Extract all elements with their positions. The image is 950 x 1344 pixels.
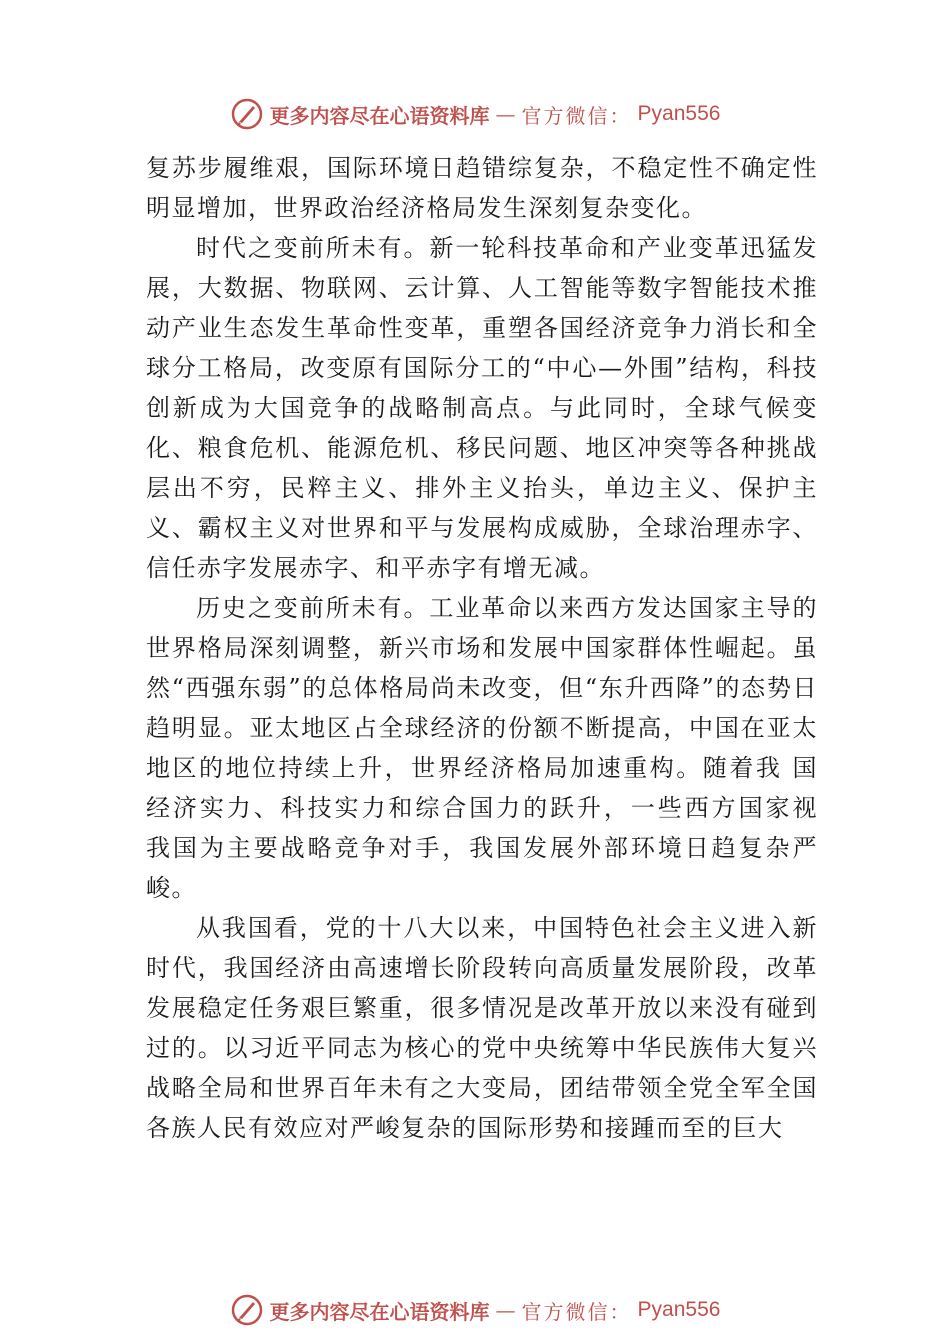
document-body — [146, 148, 818, 1148]
watermark-wechat-id: Pyan556 — [637, 102, 721, 125]
paragraph-history-change: 历史之变前所未有。工业革命以来西方发达国家主导的世界格局深刻调整，新兴市场和发展中国家群体性崛起。虽然“西强东弱”的总体格局尚未改变，但“东升西降”的态势日趋明显。亚太地区占全球经济的份额不断提高，中国在亚太地区的地位持续上升，世界经济格局加速重构。随着我 国经济实力、科技实力和综合国力的跃升，一些西方国家视 我国为主要战略竞争对手，我国发展外部环境日趋复杂严峻。 — [146, 594, 818, 902]
paragraph-era-change: 时代之变前所未有。新一轮科技革命和产业变革迅猛发展，大数据、物联网、云计算、人工智能等数字智能技术推 动产业生态发生革命性变革，重塑各国经济竞争力消长和全球分工格局，改变原有国际分工的“中心—外围”结构，科技创新成为大国竞争的战略制高点。与此同时，全球气候变化、粮食危机、能源危机、移民问题、地区冲突等各种挑战层出不穷，民粹主义、排外主义抬头，单边主义、保护主义、霸权主义对世界和平与发展构成威胁，全球治理赤字、信任赤字发展赤字、和平赤字有增无减。 — [146, 234, 818, 582]
watermark-wechat-id: Pyan556 — [637, 1298, 721, 1321]
watermark-wechat-label: 官方微信： — [521, 1299, 632, 1324]
watermark-wechat-label: 官方微信： — [521, 103, 632, 128]
watermark-dash: — — [495, 102, 516, 126]
paragraph-continuation: 复苏步履维艰，国际环境日趋错综复杂，不稳定性不确定性明显增加，世界政治经济格局发生深刻复杂变化。 — [146, 154, 818, 222]
header-watermark — [0, 94, 950, 134]
paragraph-domestic-view: 从我国看，党的十八大以来，中国特色社会主义进入新时代，我国经济由高速增长阶段转向高质量发展阶段，改革发展稳定任务艰巨繁重，很多情况是改革开放以来没有碰到过的。以习近平同志为核心的党中央统筹中华民族伟大复兴战略全局和世界百年未有之大变局，团结带领全党全军全国各族人民有效应对严峻复杂的国际形势和接踵而至的巨大 — [146, 914, 818, 1142]
quill-pen-icon — [230, 1293, 264, 1327]
watermark-brand: 更多内容尽在心语资料库 — [269, 1299, 490, 1324]
footer-watermark — [0, 1290, 950, 1330]
watermark-brand: 更多内容尽在心语资料库 — [269, 103, 490, 128]
quill-pen-icon — [230, 97, 264, 131]
watermark-dash: — — [495, 1298, 516, 1322]
